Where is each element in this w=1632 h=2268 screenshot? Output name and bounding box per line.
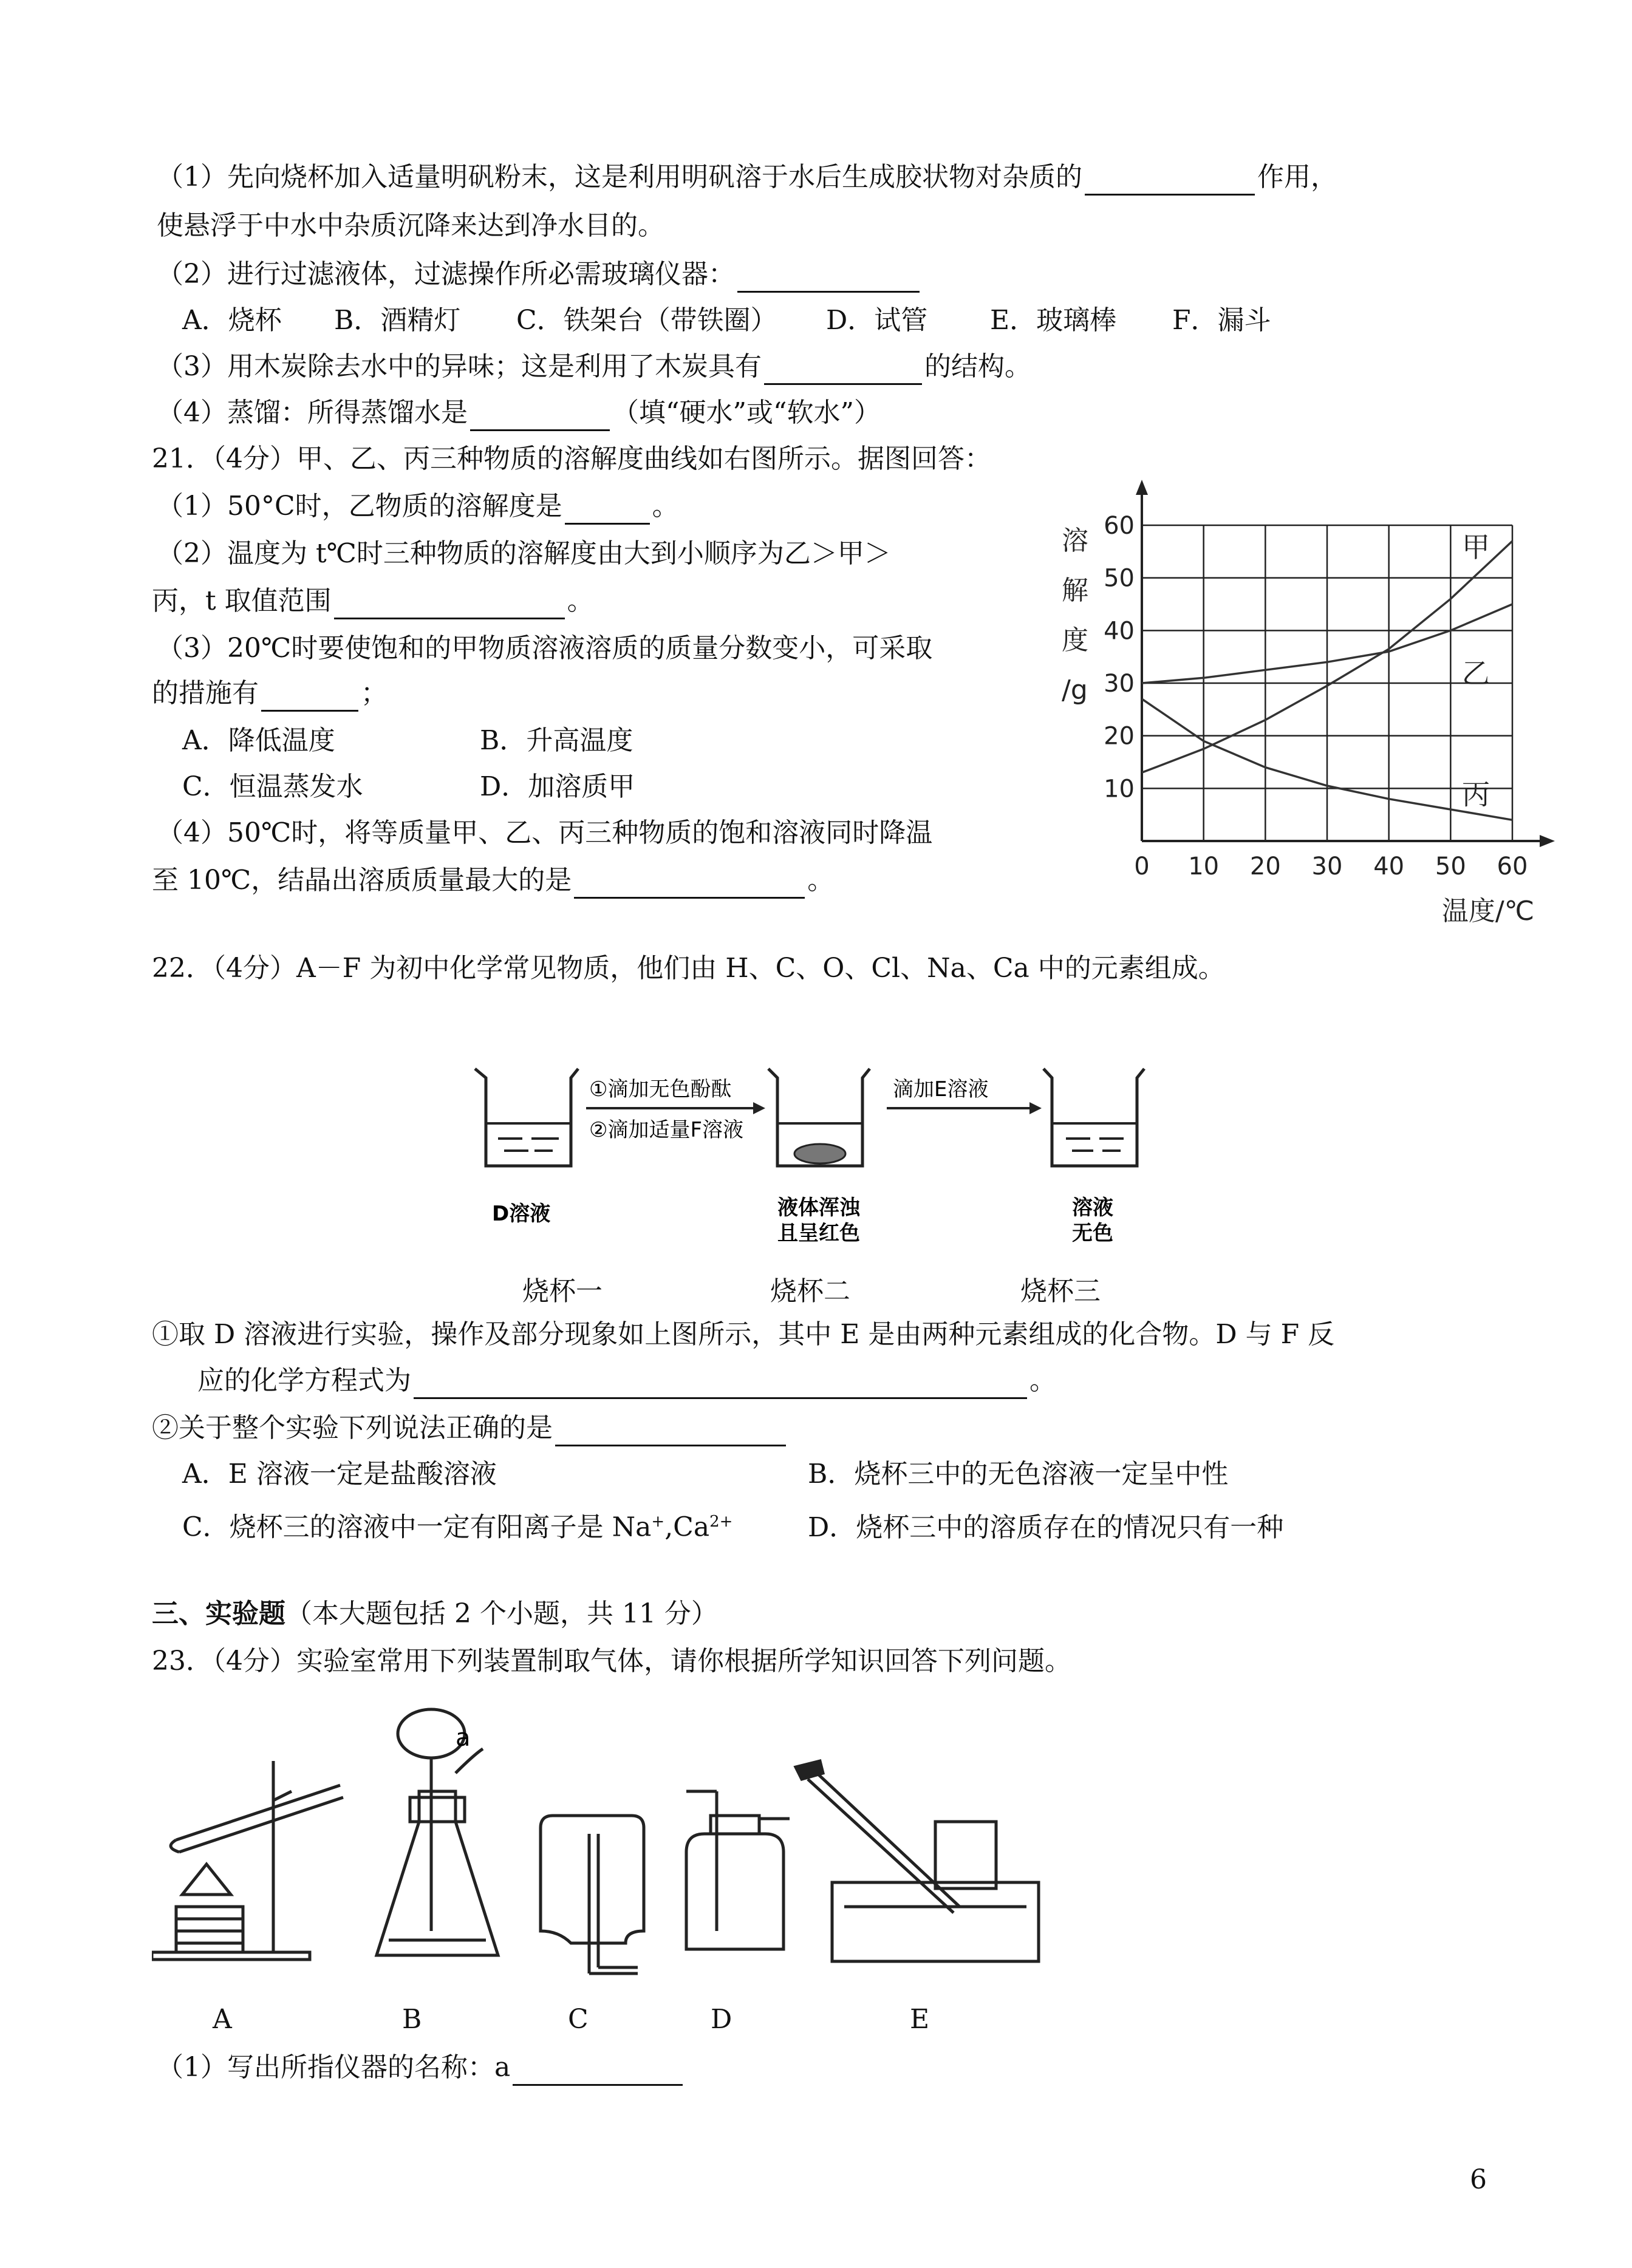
caption-beaker1: 烧杯一 (522, 1276, 603, 1307)
y-tick-label: 50 (1104, 564, 1135, 593)
option-f: F．漏斗 (1172, 305, 1271, 336)
option-d: D．加溶质甲 (480, 771, 635, 802)
arrow1-top-label: ①滴加无色酚酞 (589, 1077, 732, 1102)
answer-blank[interactable] (414, 1369, 1027, 1399)
q22-experiment-figure (468, 1044, 1160, 1287)
q21-part3-cont: 的措施有 ； (152, 675, 388, 712)
beaker-sequence-diagram (468, 1044, 1160, 1287)
q20-part1-cont: 使悬浮于中水中杂质沉降来达到净水目的。 (157, 210, 664, 241)
y-tick-label: 20 (1104, 722, 1135, 751)
caption-beaker2: 烧杯二 (770, 1276, 850, 1307)
q22-part1-cont: 应的化学方程式为 。 (197, 1363, 1056, 1399)
y-tick-label: 60 (1104, 512, 1135, 540)
answer-blank[interactable] (764, 355, 922, 385)
x-tick-label: 50 (1435, 853, 1466, 880)
answer-blank[interactable] (334, 590, 565, 619)
q20-part1: （1）先向烧杯加入适量明矾粉末，这是利用明矾溶于水后生成胶状物对杂质的 作用， (157, 159, 1337, 196)
option-b: B．升高温度 (480, 725, 633, 756)
q22-part1: ①取 D 溶液进行实验，操作及部分现象如上图所示，其中 E 是由两种元素组成的化合物。D 与 F 反 (152, 1319, 1335, 1350)
beaker3-label-line2: 无色 (1072, 1221, 1113, 1245)
answer-blank[interactable] (565, 495, 650, 525)
q20-part2: （2）进行过滤液体，过滤操作所必需玻璃仪器： (157, 256, 922, 293)
apparatus-d (686, 1791, 790, 1949)
x-tick-label: 40 (1373, 853, 1405, 880)
solubility-chart-svg (1051, 474, 1573, 935)
beaker-3 (1043, 1069, 1144, 1166)
q21-options-row2 (182, 769, 635, 805)
option-a: A．降低温度 (182, 725, 335, 756)
option-c: C．烧杯三的溶液中一定有阳离子是 $Na^+,Ca^{2+}$ (182, 1511, 733, 1543)
q20-options (182, 302, 1271, 339)
q23-part1: （1）写出所指仪器的名称：a (157, 2049, 685, 2086)
section3-heading: 三、实验题（本大题包括 2 个小题，共 11 分） (152, 1598, 718, 1629)
arrow1-bottom-label: ②滴加适量F溶液 (589, 1118, 744, 1142)
apparatus-a (152, 1761, 343, 1960)
apparatus-label-c: C (568, 2004, 589, 2035)
precipitate (794, 1144, 845, 1163)
apparatus-label-d: D (711, 2004, 732, 2035)
beaker2-label-line2: 且呈红色 (777, 1221, 860, 1245)
apparatus-label-b: B (402, 2004, 422, 2035)
answer-blank[interactable] (737, 263, 920, 293)
series-label: 丙 (1462, 778, 1490, 811)
beaker3-label-line1: 溶液 (1072, 1196, 1113, 1220)
q21-part3: （3）20℃时要使饱和的甲物质溶液溶质的质量分数变小，可采取 (157, 633, 933, 664)
y-axis-label-part: 度 (1062, 625, 1088, 656)
apparatus-b (377, 1709, 498, 1955)
option-c: C．恒温蒸发水 (182, 771, 363, 802)
answer-blank[interactable] (574, 869, 805, 899)
answer-blank[interactable] (513, 2056, 683, 2086)
x-tick-label: 10 (1188, 853, 1220, 880)
beaker2-label-line1: 液体浑浊 (777, 1196, 860, 1220)
y-axis-arrow (1136, 480, 1148, 495)
apparatus-diagram (152, 1700, 1093, 1986)
y-tick-label: 10 (1104, 775, 1135, 803)
apparatus-e (796, 1761, 1039, 1961)
option-b: B．酒精灯 (334, 305, 461, 336)
x-tick-label: 20 (1249, 853, 1281, 880)
caption-beaker3: 烧杯三 (1020, 1276, 1101, 1307)
apparatus-label-a: A (213, 2004, 232, 2035)
beaker1-label: D溶液 (492, 1202, 551, 1226)
q22-options-row1 (182, 1456, 1228, 1493)
q21-part2: （2）温度为 t℃时三种物质的溶解度由大到小顺序为乙＞甲＞ (157, 538, 891, 569)
q20-part3: （3）用木炭除去水中的异味；这是利用了木炭具有 的结构。 (157, 349, 1031, 385)
page-number: 6 (1470, 2164, 1487, 2195)
arrow2-label: 滴加E溶液 (893, 1077, 989, 1102)
y-axis-label-part: 溶 (1062, 525, 1088, 556)
answer-blank[interactable] (1085, 166, 1255, 196)
option-a: A．烧杯 (182, 305, 282, 336)
q21-part1: （1）50°C时，乙物质的溶解度是 。 (157, 488, 679, 525)
solubility-chart (1051, 474, 1573, 935)
answer-blank[interactable] (555, 1417, 786, 1446)
x-tick-label: 0 (1134, 853, 1150, 880)
series-label: 乙 (1462, 657, 1490, 690)
q21-part4-cont: 至 10℃，结晶出溶质质量最大的是 。 (152, 862, 834, 899)
x-tick-label: 60 (1497, 853, 1528, 880)
q21-stem: 21．（4分）甲、乙、丙三种物质的溶解度曲线如右图所示。据图回答： (152, 443, 991, 474)
q22-stem: 22．（4分）A－F 为初中化学常见物质，他们由 H、C、O、Cl、Na、Ca 中的元素组成。 (152, 953, 1225, 984)
q21-part4: （4）50℃时，将等质量甲、乙、丙三种物质的饱和溶液同时降温 (157, 817, 933, 848)
y-axis-label-part: 解 (1062, 575, 1088, 606)
option-c: C．铁架台（带铁圈） (516, 305, 777, 336)
q21-options-row1 (182, 723, 633, 759)
apparatus-label-e: E (910, 2004, 930, 2035)
answer-blank[interactable] (470, 401, 610, 431)
y-tick-label: 30 (1104, 670, 1135, 698)
x-axis-arrow (1540, 835, 1555, 847)
option-a: A．E 溶液一定是盐酸溶液 (182, 1459, 497, 1490)
x-axis-label: 温度/℃ (1441, 896, 1535, 927)
y-axis-label-part: /g (1062, 675, 1088, 706)
option-e: E．玻璃棒 (990, 305, 1117, 336)
option-d: D．烧杯三中的溶质存在的情况只有一种 (808, 1511, 1284, 1543)
y-tick-label: 40 (1104, 617, 1135, 645)
q22-part2: ②关于整个实验下列说法正确的是 (152, 1410, 788, 1446)
answer-blank[interactable] (261, 682, 358, 712)
option-b: B．烧杯三中的无色溶液一定呈中性 (808, 1459, 1229, 1490)
q20-part4: （4）蒸馏：所得蒸馏水是 （填“硬水”或“软水”） (157, 395, 881, 431)
q21-part2-cont: 丙，t 取值范围 。 (152, 583, 594, 619)
q23-apparatus-figure (152, 1700, 1093, 1986)
q23-stem: 23．（4分）实验室常用下列装置制取气体，请你根据所学知识回答下列问题。 (152, 1646, 1071, 1677)
x-tick-label: 30 (1311, 853, 1343, 880)
series-label: 甲 (1462, 531, 1490, 564)
apparatus-c (541, 1816, 644, 1973)
q22-options-row2 (182, 1503, 1283, 1546)
option-d: D．试管 (826, 305, 928, 336)
label-a-pointer: a (456, 1724, 471, 1752)
